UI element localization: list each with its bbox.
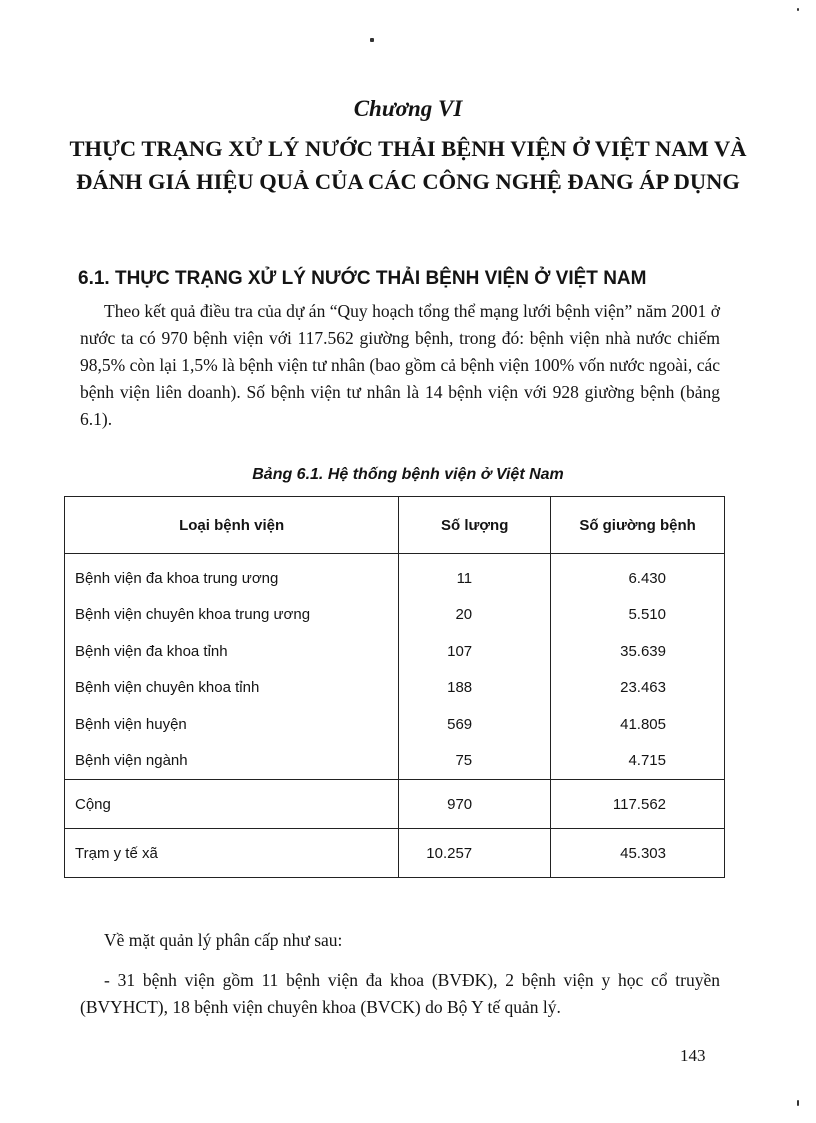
count-cell: 11 <box>399 554 551 597</box>
scan-mark <box>797 8 799 11</box>
commune-count: 10.257 <box>399 829 551 878</box>
hospital-type-cell: Bệnh viện ngành <box>65 743 399 780</box>
hospital-type-cell: Bệnh viện chuyên khoa tỉnh <box>65 670 399 707</box>
table-row <box>65 597 725 634</box>
count-cell: 569 <box>399 706 551 743</box>
commune-label: Trạm y tế xã <box>65 829 399 878</box>
management-intro: Về mặt quản lý phân cấp như sau: <box>104 930 343 950</box>
column-header: Loại bệnh viện <box>65 497 399 554</box>
hospital-type-cell: Bệnh viện chuyên khoa trung ương <box>65 597 399 634</box>
hospital-type-cell: Bệnh viện huyện <box>65 706 399 743</box>
chapter-label: Chương VI <box>353 96 463 121</box>
count-cell: 188 <box>399 670 551 707</box>
table-caption: Bảng 6.1. Hệ thống bệnh viện ở Việt Nam <box>252 466 564 483</box>
intro-paragraph: Theo kết quả điều tra của dự án “Quy hoạch tổng thể mạng lưới bệnh viện” năm 2001 ở nước ta có 970 bệnh viện với 117.562 giường bệnh, trong đó: bệnh viện nhà nước chiếm 98,5% còn lại 1,5% là bệnh viện tư nhân (bao gồm cả bệnh viện 100% vốn nước ngoài, các bệnh viện liên doanh). Số bệnh viện tư nhân là 14 bệnh viện với 928 giường bệnh (bảng 6.1). <box>80 301 720 429</box>
beds-cell: 23.463 <box>551 670 725 707</box>
hospital-table <box>64 496 725 878</box>
table-row <box>65 554 725 597</box>
beds-cell: 5.510 <box>551 597 725 634</box>
beds-cell: 35.639 <box>551 633 725 670</box>
count-cell: 20 <box>399 597 551 634</box>
table-row <box>65 706 725 743</box>
count-cell: 107 <box>399 633 551 670</box>
beds-cell: 4.715 <box>551 743 725 780</box>
commune-health-row <box>65 829 725 878</box>
scan-mark <box>797 1100 799 1106</box>
count-cell: 75 <box>399 743 551 780</box>
beds-cell: 41.805 <box>551 706 725 743</box>
table-row <box>65 743 725 780</box>
table-row <box>65 670 725 707</box>
column-header: Số giường bệnh <box>551 497 725 554</box>
hospital-type-cell: Bệnh viện đa khoa trung ương <box>65 554 399 597</box>
section-heading: 6.1. THỰC TRẠNG XỬ LÝ NƯỚC THẢI BỆNH VIỆN Ở VIỆT NAM <box>78 268 647 289</box>
table-header-row <box>65 497 725 554</box>
total-beds: 117.562 <box>551 780 725 829</box>
column-header: Số lượng <box>399 497 551 554</box>
total-row <box>65 780 725 829</box>
page-number: 143 <box>680 1046 706 1065</box>
table-row <box>65 633 725 670</box>
total-count: 970 <box>399 780 551 829</box>
total-label: Cộng <box>65 780 399 829</box>
chapter-title: THỰC TRẠNG XỬ LÝ NƯỚC THẢI BỆNH VIỆN Ở VIỆT NAM VÀ ĐÁNH GIÁ HIỆU QUẢ CỦA CÁC CÔNG NGHỆ ĐANG ÁP DỤNG <box>69 136 747 194</box>
management-item: - 31 bệnh viện gồm 11 bệnh viện đa khoa (BVĐK), 2 bệnh viện y học cổ truyền (BVYHCT), 18 bệnh viện chuyên khoa (BVCK) do Bộ Y tế quản lý. <box>80 970 720 1017</box>
hospital-type-cell: Bệnh viện đa khoa tỉnh <box>65 633 399 670</box>
beds-cell: 6.430 <box>551 554 725 597</box>
scan-mark <box>370 38 374 42</box>
commune-beds: 45.303 <box>551 829 725 878</box>
